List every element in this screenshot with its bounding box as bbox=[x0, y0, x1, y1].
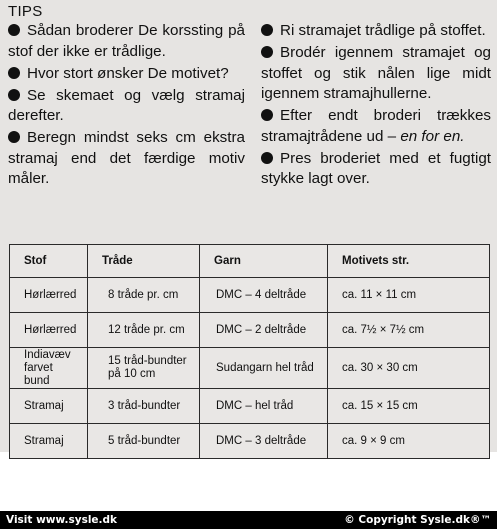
tips-column-left bbox=[8, 21, 245, 191]
cell-motiv: ca. 15 × 15 cm bbox=[328, 389, 490, 424]
tip-text: Pres broderiet med et fugtigt stykke lagt over. bbox=[261, 149, 491, 187]
cell-garn: DMC – 4 deltråde bbox=[200, 278, 328, 313]
tip-text: Hvor stort ønsker De motivet? bbox=[27, 64, 229, 82]
cell-stof: Stramaj bbox=[10, 389, 88, 424]
footer-bar bbox=[0, 511, 497, 529]
column-header-stof: Stof bbox=[10, 245, 88, 278]
cell-traade: 3 tråd-bundter bbox=[88, 389, 200, 424]
bullet-icon bbox=[8, 131, 20, 143]
tip-item bbox=[261, 106, 491, 147]
tip-item bbox=[8, 128, 245, 190]
materials-table bbox=[9, 244, 490, 459]
tip-item bbox=[261, 43, 491, 105]
tip-item bbox=[8, 21, 245, 62]
tip-text: Beregn mindst seks cm ekstra stramaj end det færdige motiv måler. bbox=[8, 129, 245, 187]
cell-traade: 8 tråde pr. cm bbox=[88, 278, 200, 313]
tips-heading: TIPS bbox=[8, 3, 43, 20]
cell-motiv: ca. 7½ × 7½ cm bbox=[328, 313, 490, 348]
bullet-icon bbox=[261, 152, 273, 164]
table-row bbox=[10, 389, 490, 424]
cell-traade: 15 tråd-bundter på 10 cm bbox=[88, 348, 200, 389]
bullet-icon bbox=[8, 67, 20, 79]
column-header-traade: Tråde bbox=[88, 245, 200, 278]
tips-column-right bbox=[261, 21, 491, 191]
tip-item bbox=[8, 64, 245, 85]
bullet-icon bbox=[261, 24, 273, 36]
cell-garn: DMC – 3 deltråde bbox=[200, 424, 328, 459]
tip-text-italic: en for en. bbox=[400, 127, 465, 145]
cell-garn: DMC – 2 deltråde bbox=[200, 313, 328, 348]
cell-traade: 5 tråd-bundter bbox=[88, 424, 200, 459]
table-row bbox=[10, 278, 490, 313]
footer-website-link[interactable]: Visit www.sysle.dk bbox=[6, 514, 118, 526]
tip-text: Efter endt broderi trækkes stramajtrådene ud – bbox=[261, 107, 491, 145]
table-row bbox=[10, 313, 490, 348]
bullet-icon bbox=[8, 24, 20, 36]
cell-stof: Indiavæv farvet bund bbox=[10, 348, 88, 389]
cell-stof: Hørlærred bbox=[10, 313, 88, 348]
cell-motiv: ca. 9 × 9 cm bbox=[328, 424, 490, 459]
bullet-icon bbox=[261, 109, 273, 121]
cell-stof: Stramaj bbox=[10, 424, 88, 459]
column-header-garn: Garn bbox=[200, 245, 328, 278]
table-header-row bbox=[10, 245, 490, 278]
cell-stof: Hørlærred bbox=[10, 278, 88, 313]
table-row bbox=[10, 424, 490, 459]
tip-text: Brodér igennem stramajet og stoffet og stik nålen lige midt igennem stramajhullerne. bbox=[261, 44, 491, 102]
cell-traade: 12 tråde pr. cm bbox=[88, 313, 200, 348]
table-row bbox=[10, 348, 490, 389]
tip-text: Sådan broderer De korssting på stof der ikke er trådlige. bbox=[8, 22, 245, 60]
tip-item bbox=[8, 86, 245, 127]
bullet-icon bbox=[8, 89, 20, 101]
cell-garn: DMC – hel tråd bbox=[200, 389, 328, 424]
tip-item bbox=[261, 149, 491, 190]
cell-garn: Sudangarn hel tråd bbox=[200, 348, 328, 389]
footer-copyright: © Copyright Sysle.dk®™ bbox=[344, 514, 491, 526]
tip-text: Ri stramajet trådlige på stoffet. bbox=[280, 22, 486, 39]
cell-motiv: ca. 11 × 11 cm bbox=[328, 278, 490, 313]
tip-item bbox=[261, 21, 491, 42]
column-header-motiv: Motivets str. bbox=[328, 245, 490, 278]
tip-text: Se skemaet og vælg stramaj derefter. bbox=[8, 86, 245, 124]
cell-motiv: ca. 30 × 30 cm bbox=[328, 348, 490, 389]
bullet-icon bbox=[261, 46, 273, 58]
